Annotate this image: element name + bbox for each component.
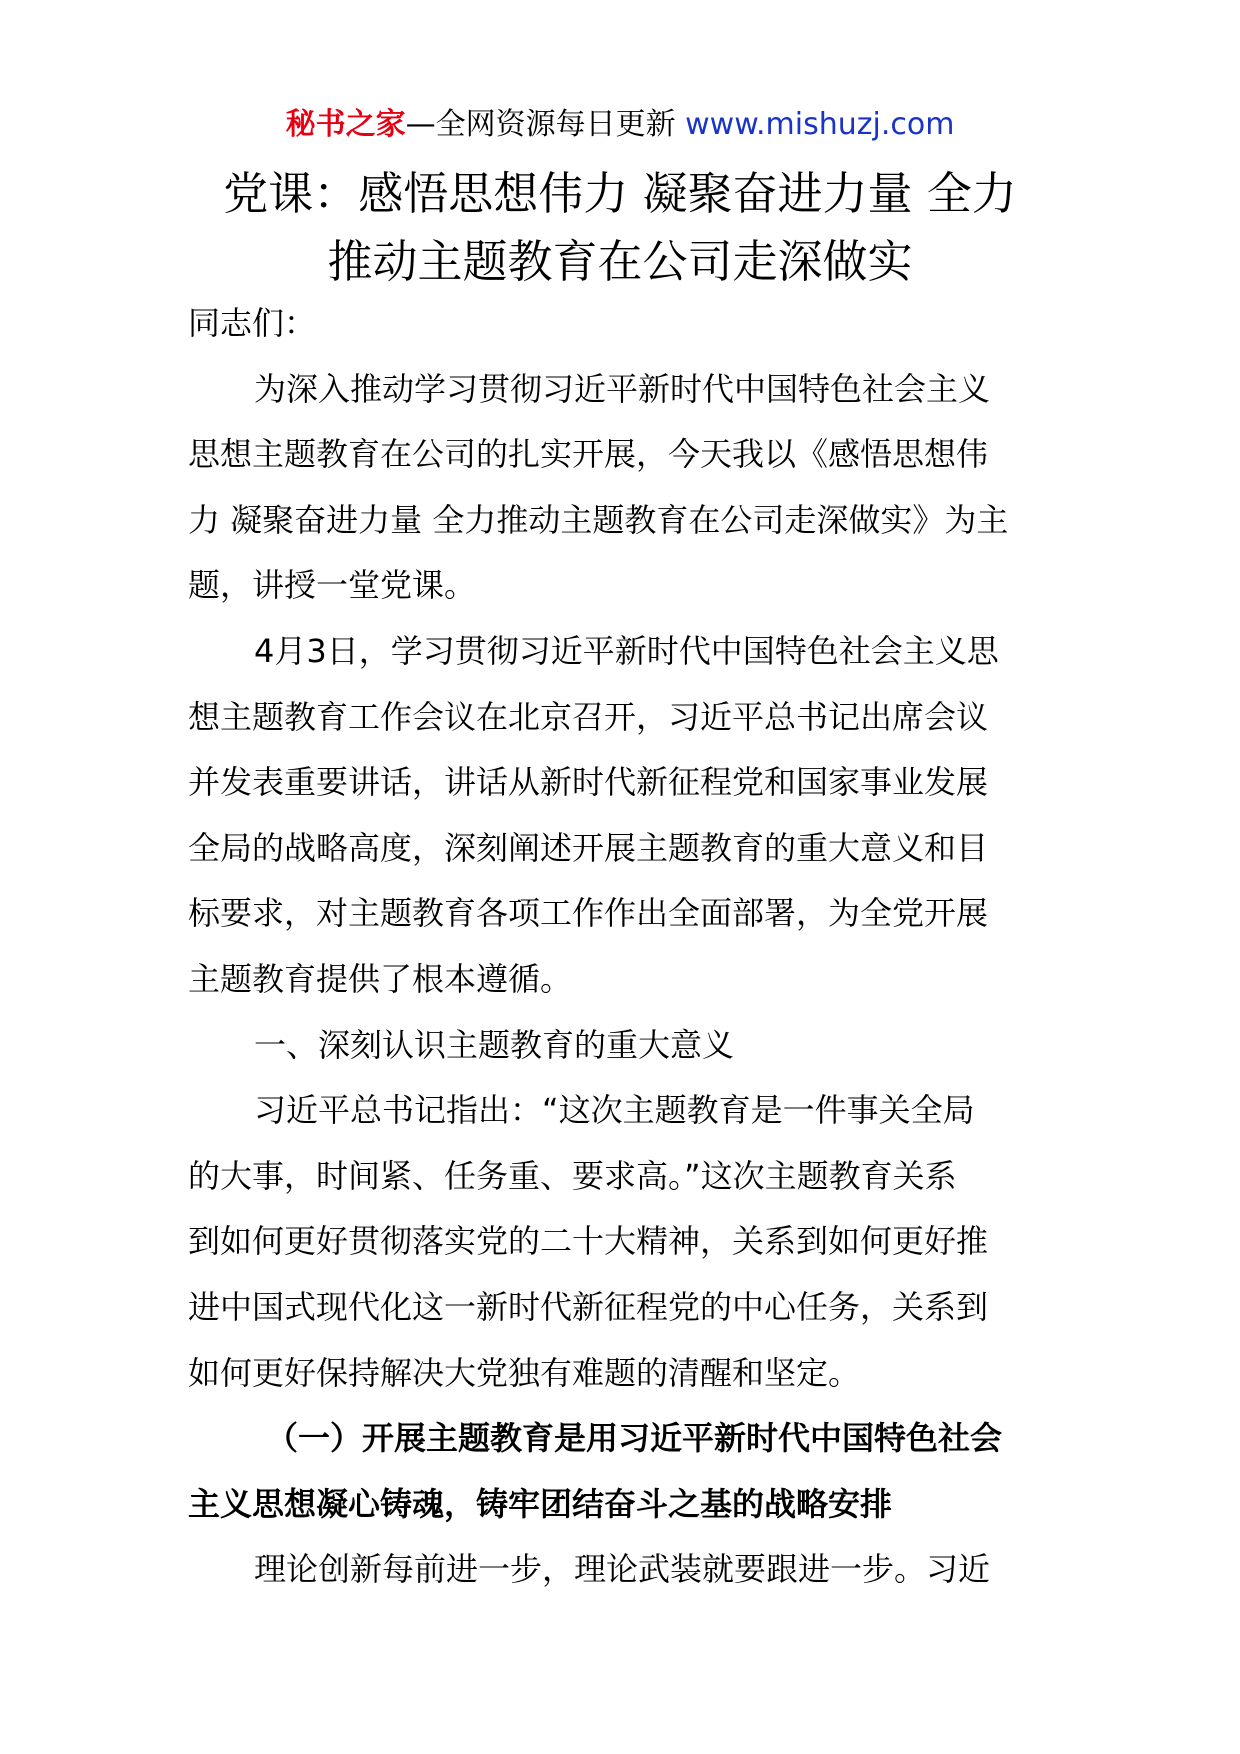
subheading-line: （一）开展主题教育是用习近平新时代中国特色社会 <box>266 1419 1003 1458</box>
paragraph-line: 4月3日，学习贯彻习近平新时代中国特色社会主义思 <box>254 631 999 670</box>
paragraph-1 <box>188 357 1052 619</box>
site-name: 秘书之家 <box>285 107 406 142</box>
paragraph-line: 理论创新每前进一步，理论武装就要跟进一步。习近 <box>254 1550 991 1589</box>
title-line-2: 推动主题教育在公司走深做实 <box>327 235 913 288</box>
paragraph-line: 力 凝聚奋进力量 全力推动主题教育在公司走深做实》为主 <box>188 500 1009 539</box>
section-heading-1: 一、深刻认识主题教育的重大意义 <box>254 1025 735 1064</box>
paragraph-line: 全局的战略高度，深刻阐述开展主题教育的重大意义和目 <box>188 828 989 867</box>
paragraph-line: 进中国式现代化这一新时代新征程党的中心任务，关系到 <box>188 1287 989 1326</box>
paragraph-line: 习近平总书记指出：“这次主题教育是一件事关全局 <box>254 1091 975 1130</box>
subsection-heading-1 <box>188 1406 1052 1537</box>
greeting: 同志们： <box>188 304 317 342</box>
paragraph-line: 的大事，时间紧、任务重、要求高。”这次主题教育关系 <box>188 1156 957 1195</box>
paragraph-line: 如何更好保持解决大党独有难题的清醒和坚定。 <box>188 1353 861 1392</box>
paragraph-line: 并发表重要讲话，讲话从新时代新征程党和国家事业发展 <box>188 763 989 802</box>
paragraph-2 <box>188 619 1052 1013</box>
site-tagline: —全网资源每日更新 <box>405 107 686 142</box>
title-line-1: 党课：感悟思想伟力 凝聚奋进力量 全力 <box>223 167 1017 220</box>
paragraph-line: 思想主题教育在公司的扎实开展，今天我以《感悟思想伟 <box>188 435 989 474</box>
paragraph-3 <box>188 1078 1052 1406</box>
site-header <box>0 98 1240 152</box>
document-title <box>180 160 1060 296</box>
paragraph-line: 到如何更好贯彻落实党的二十大精神，关系到如何更好推 <box>188 1222 989 1261</box>
document-body <box>188 291 1052 1603</box>
subheading-line: 主义思想凝心铸魂，铸牢团结奋斗之基的战略安排 <box>188 1484 893 1523</box>
site-url[interactable]: www.mishuzj.com <box>685 107 955 142</box>
paragraph-line: 主题教育提供了根本遵循。 <box>188 959 573 998</box>
paragraph-line: 标要求，对主题教育各项工作作出全面部署，为全党开展 <box>188 894 989 933</box>
paragraph-4 <box>188 1537 1052 1603</box>
paragraph-line: 为深入推动学习贯彻习近平新时代中国特色社会主义 <box>254 369 991 408</box>
paragraph-line: 想主题教育工作会议在北京召开，习近平总书记出席会议 <box>188 697 989 736</box>
paragraph-line: 题，讲授一堂党课。 <box>188 566 477 605</box>
